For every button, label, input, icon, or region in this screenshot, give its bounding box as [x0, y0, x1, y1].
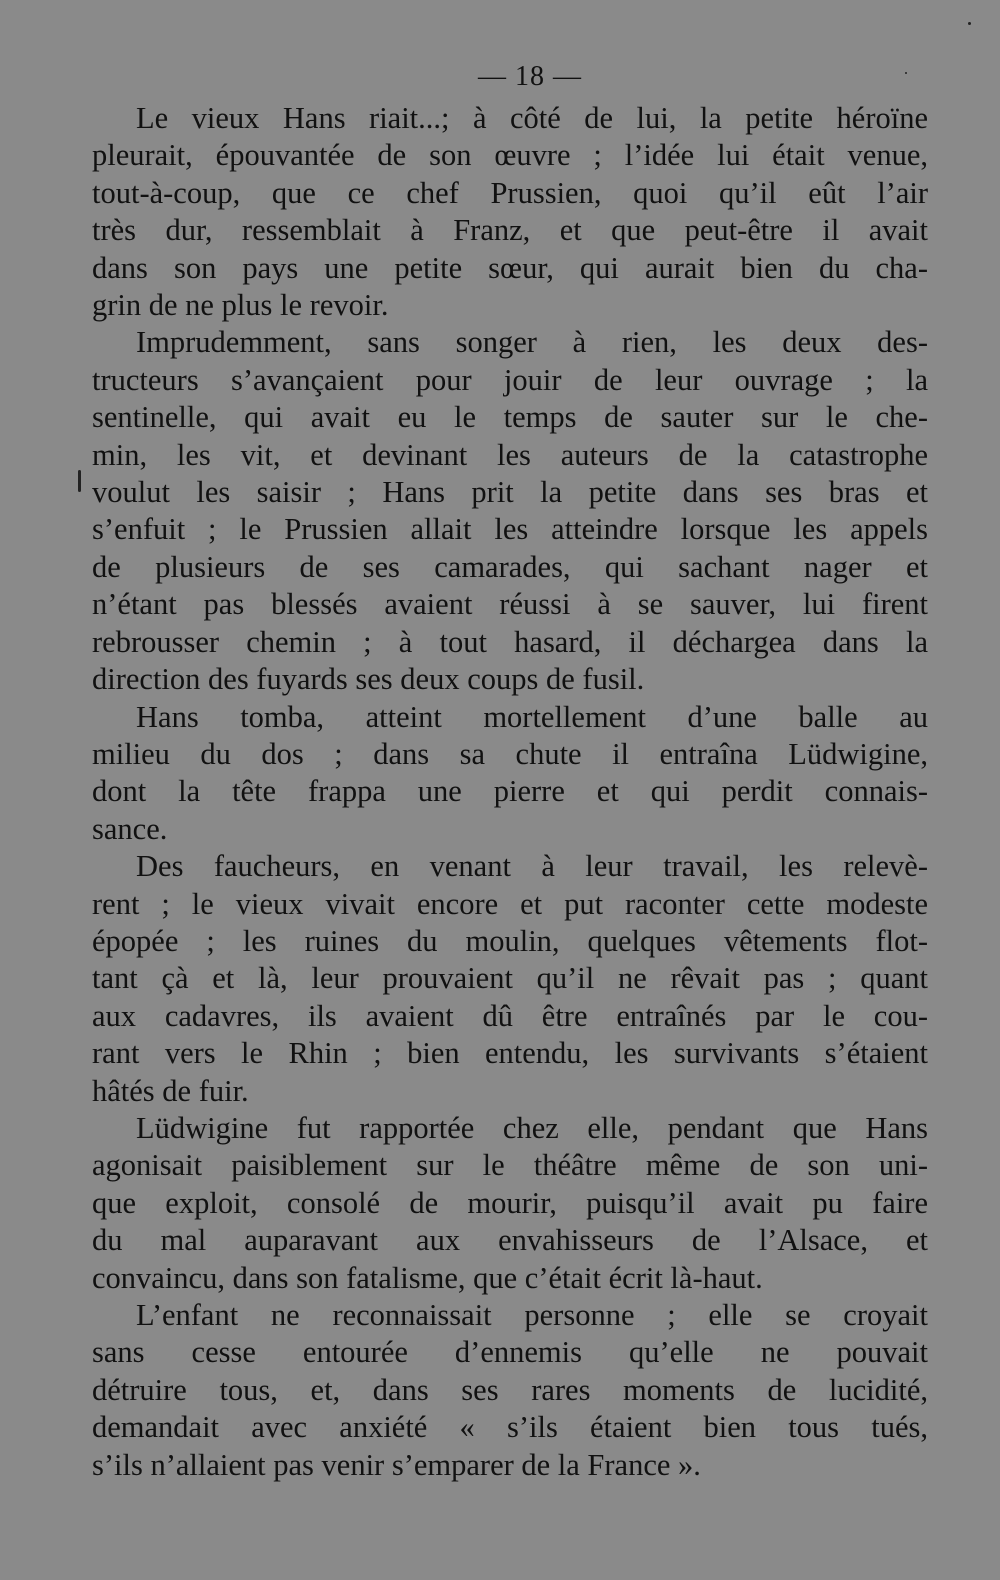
text-line: agonisait paisiblement sur le théâtre même de son uni- [92, 1148, 928, 1183]
paragraph [92, 848, 928, 1110]
text-line: pleurait, épouvantée de son œuvre ; l’idée lui était venue, [92, 138, 928, 173]
scan-speck [905, 72, 907, 74]
text-line: convaincu, dans son fatalisme, que c’était écrit là-haut. [92, 1260, 763, 1295]
text-line: sentinelle, qui avait eu le temps de sauter sur le che- [92, 400, 928, 435]
text-line: très dur, ressemblait à Franz, et que peut-être il avait [92, 213, 928, 248]
paragraph [92, 100, 928, 324]
text-line: de plusieurs de ses camarades, qui sachant nager et [92, 549, 928, 584]
text-line: Des faucheurs, en venant à leur travail, les relevè- [136, 849, 928, 884]
scan-speck [78, 470, 81, 492]
text-line: sance. [92, 811, 168, 846]
text-line: s’ils n’allaient pas venir s’emparer de la France ». [92, 1447, 701, 1482]
text-line: milieu du dos ; dans sa chute il entraîna Lüdwigine, [92, 736, 928, 771]
text-line: dont la tête frappa une pierre et qui perdit connais- [92, 774, 928, 809]
text-line: voulut les saisir ; Hans prit la petite dans ses bras et [92, 475, 928, 510]
scan-speck [968, 22, 971, 25]
paragraph [92, 699, 928, 849]
paragraph [92, 1297, 928, 1484]
text-line: rent ; le vieux vivait encore et put raconter cette modeste [92, 886, 928, 921]
paragraph [92, 324, 928, 698]
text-line: min, les vit, et devinant les auteurs de la catastrophe [92, 437, 928, 472]
text-line: sans cesse entourée d’ennemis qu’elle ne pouvait [92, 1335, 928, 1370]
text-line: L’enfant ne reconnaissait personne ; elle se croyait [136, 1298, 928, 1332]
text-line: n’étant pas blessés avaient réussi à se sauver, lui firent [92, 587, 928, 622]
text-line: hâtés de fuir. [92, 1073, 249, 1108]
text-line: rebrousser chemin ; à tout hasard, il déchargea dans la [92, 624, 928, 659]
text-line: grin de ne plus le revoir. [92, 288, 389, 323]
text-line: tout-à-coup, que ce chef Prussien, quoi qu’il eût l’air [92, 175, 928, 210]
text-line: Lüdwigine fut rapportée chez elle, pendant que Hans [136, 1110, 928, 1145]
text-line: Imprudemment, sans songer à rien, les deux des- [136, 325, 928, 360]
text-line: tructeurs s’avançaient pour jouir de leur ouvrage ; la [92, 362, 928, 397]
book-page [92, 60, 928, 1484]
text-line: détruire tous, et, dans ses rares moments de lucidité, [92, 1372, 928, 1407]
text-line: dans son pays une petite sœur, qui aurait bien du cha- [92, 250, 928, 285]
text-line: épopée ; les ruines du moulin, quelques vêtements flot- [92, 923, 928, 958]
body-text [92, 100, 928, 1484]
page-number: — 18 — [478, 61, 582, 92]
text-line: du mal auparavant aux envahisseurs de l’Alsace, et [92, 1223, 928, 1258]
text-line: Le vieux Hans riait...; à côté de lui, la petite héroïne [136, 101, 928, 135]
paragraph [92, 1110, 928, 1297]
text-line: que exploit, consolé de mourir, puisqu’il avait pu faire [92, 1185, 928, 1220]
text-line: Hans tomba, atteint mortellement d’une balle au [136, 699, 928, 734]
text-line: tant çà et là, leur prouvaient qu’il ne rêvait pas ; quant [92, 961, 928, 996]
text-line: direction des fuyards ses deux coups de fusil. [92, 662, 645, 697]
text-line: rant vers le Rhin ; bien entendu, les survivants s’étaient [92, 1036, 928, 1071]
text-line: aux cadavres, ils avaient dû être entraînés par le cou- [92, 998, 928, 1033]
text-line: s’enfuit ; le Prussien allait les atteindre lorsque les appels [92, 512, 928, 547]
text-line: demandait avec anxiété « s’ils étaient bien tous tués, [92, 1410, 928, 1445]
